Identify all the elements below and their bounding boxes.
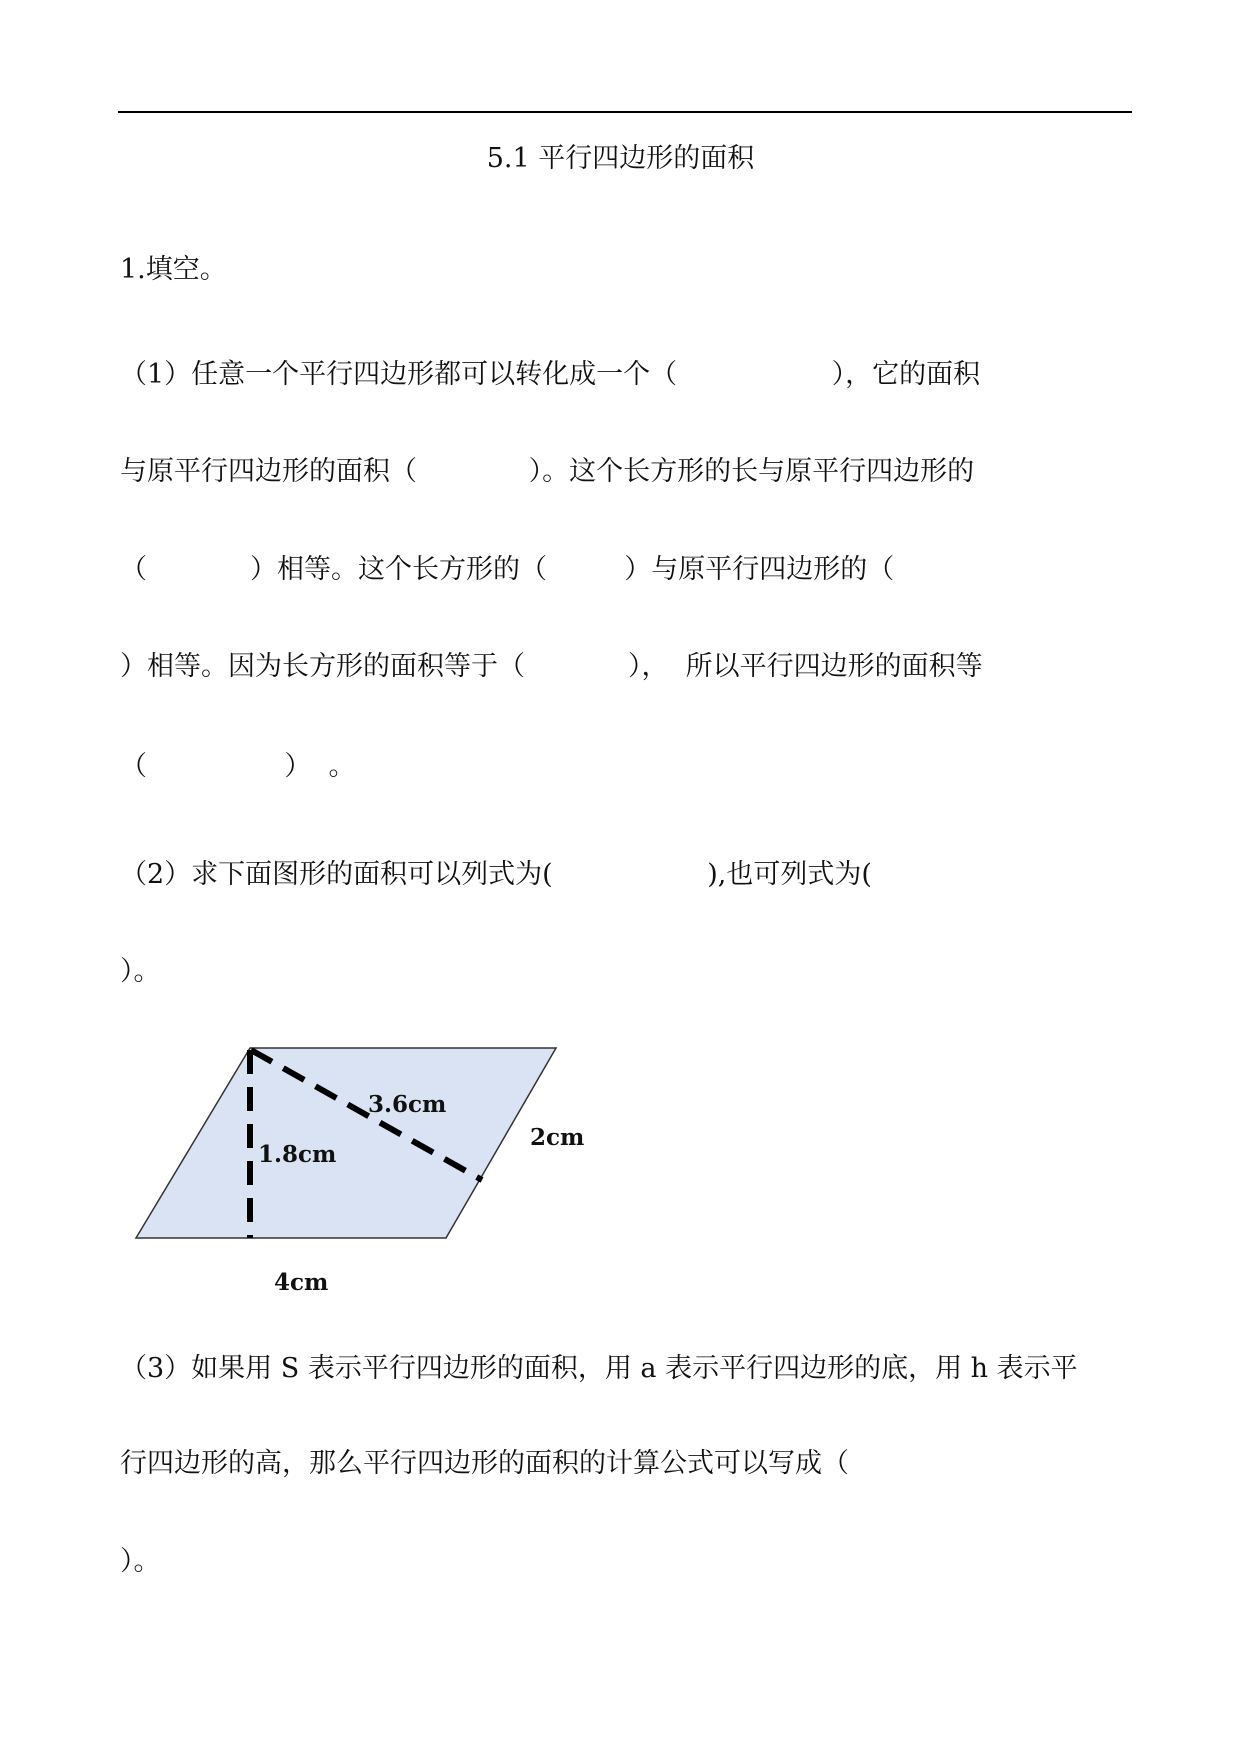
parallelogram-shape [136,1048,556,1238]
question-1-1-line-4: ）相等。因为长方形的面积等于（ ）， 所以平行四边形的面积等 [120,651,983,682]
question-1-2-line-2: ）。 [120,956,161,987]
question-1-3-line-3: ）。 [120,1546,161,1577]
label-base: 4cm [274,1269,329,1296]
question-1-3-line-2: 行四边形的高，那么平行四边形的面积的计算公式可以写成（ [120,1448,849,1479]
label-side: 2cm [530,1124,585,1151]
question-1-1-line-2: 与原平行四边形的面积（ ）。这个长方形的长与原平行四边形的 [120,456,975,487]
question-1-1-line-3: （ ）相等。这个长方形的（ ）与原平行四边形的（ [120,554,895,585]
label-diagonal: 3.6cm [368,1091,447,1118]
question-1-heading: 1.填空。 [120,254,227,285]
label-height: 1.8cm [258,1141,337,1168]
page-title: 5.1 平行四边形的面积 [486,143,755,174]
parallelogram-figure [120,1040,620,1310]
question-1-1-line-5: （ ） 。 [120,751,356,782]
question-1-3-line-1: （3）如果用 S 表示平行四边形的面积，用 a 表示平行四边形的底，用 h 表示平 [120,1353,1078,1384]
question-1-2-line-1: （2）求下面图形的面积可以列式为( ),也可列式为( [120,859,872,890]
question-1-1-line-1: （1）任意一个平行四边形都可以转化成一个（ ），它的面积 [120,359,981,390]
header-rule [118,111,1132,113]
